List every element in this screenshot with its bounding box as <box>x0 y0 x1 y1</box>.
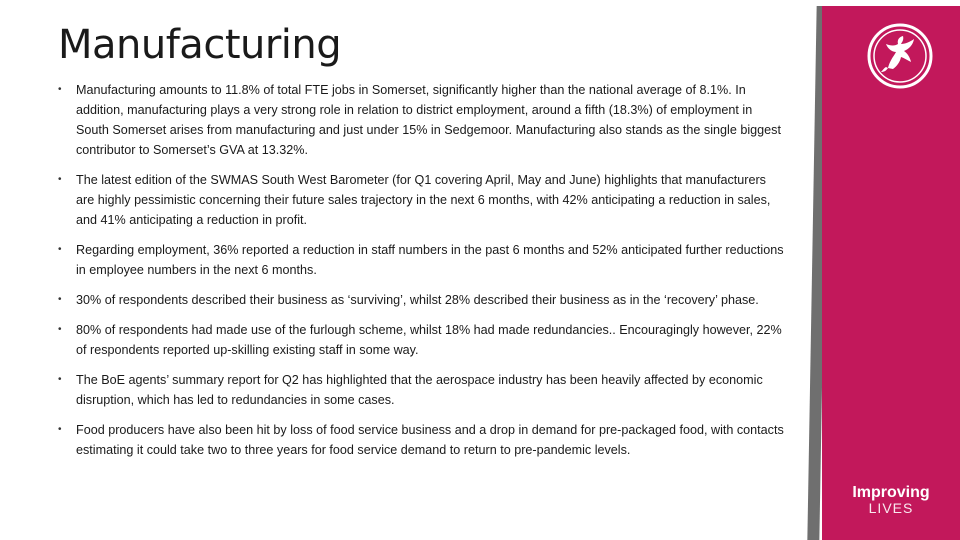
wyvern-crest-icon <box>866 22 934 90</box>
bullet-text: The BoE agents’ summary report for Q2 has highlighted that the aerospace industry has been heavily affected by economic disruption, which has led to redundancies in some cases. <box>76 373 763 407</box>
bullet-text: 80% of respondents had made use of the furlough scheme, whilst 18% had made redundancies.. Encouragingly however, 22% of respondents reported up-skilling existing staff in some way. <box>76 323 782 357</box>
logo-text-bottom: LIVES <box>868 500 914 516</box>
list-item <box>58 80 786 160</box>
bullet-text: 30% of respondents described their business as ‘surviving’, whilst 28% described their business as in the ‘recovery’ phase. <box>76 293 759 307</box>
list-item <box>58 320 786 360</box>
bullet-icon: • <box>58 84 62 95</box>
bullet-text: The latest edition of the SWMAS South West Barometer (for Q1 covering April, May and June) highlights that manufacturers are highly pessimistic concerning their future sales trajectory in the next 6 months, with 42% anticipating a reduction in sales, and 41% anticipating a reduction in profit. <box>76 173 771 227</box>
bullet-icon: • <box>58 324 62 335</box>
improving-lives-logo <box>822 484 960 516</box>
list-item <box>58 290 786 310</box>
logo-text-top: Improving <box>852 484 930 501</box>
list-item <box>58 370 786 410</box>
bullet-list <box>58 80 786 460</box>
bullet-icon: • <box>58 374 62 385</box>
list-item <box>58 240 786 280</box>
bullet-icon: • <box>58 174 62 185</box>
list-item <box>58 170 786 230</box>
bullet-icon: • <box>58 424 62 435</box>
bullet-icon: • <box>58 294 62 305</box>
bullet-text: Regarding employment, 36% reported a reduction in staff numbers in the past 6 months and 52% anticipated further reductions in employee numbers in the next 6 months. <box>76 243 784 277</box>
bullet-icon: • <box>58 244 62 255</box>
bullet-text: Manufacturing amounts to 11.8% of total FTE jobs in Somerset, significantly higher than the national average of 8.1%. In addition, manufacturing plays a very strong role in relation to district employment, around a fifth (18.3%) of employment in South Somerset arises from manufacturing and just under 15% in Sedgemoor. Manufacturing also stands as the single biggest contributor to Somerset’s GVA at 13.32%. <box>76 83 781 157</box>
page-title: Manufacturing <box>58 22 342 68</box>
bullet-text: Food producers have also been hit by loss of food service business and a drop in demand for pre-packaged food, with contacts estimating it could take two to three years for food service demand to return to pre-pandemic levels. <box>76 423 784 457</box>
list-item <box>58 420 786 460</box>
